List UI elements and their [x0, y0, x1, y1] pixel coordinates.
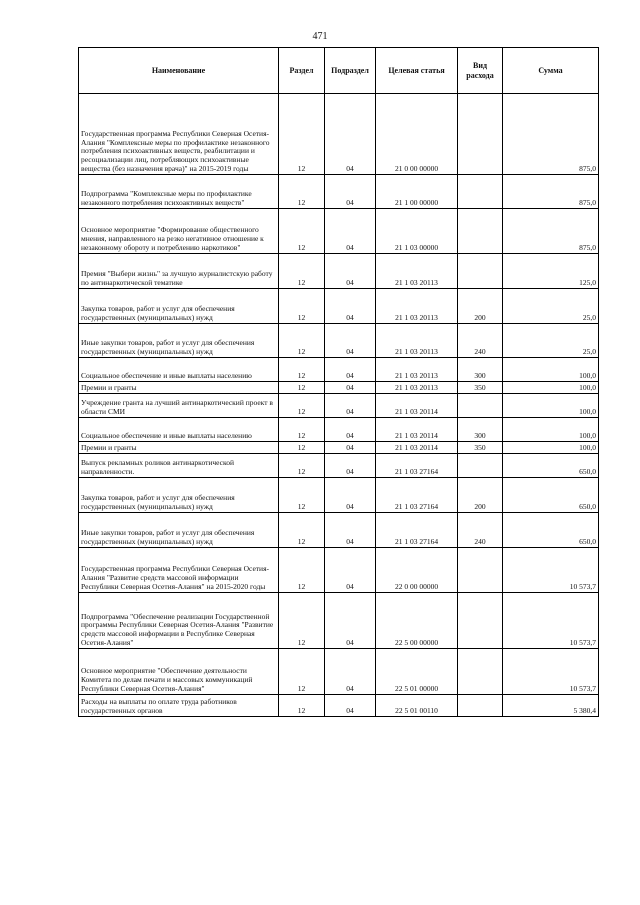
- cell-sum: 650,0: [503, 454, 599, 478]
- table-row: [79, 94, 599, 175]
- header-type: Вид расхода: [458, 48, 503, 94]
- cell-type: [458, 548, 503, 593]
- cell-target: 22 0 00 00000: [376, 548, 458, 593]
- cell-type: 350: [458, 442, 503, 454]
- table-row: [79, 442, 599, 454]
- cell-sum: 25,0: [503, 324, 599, 358]
- cell-target: 21 1 03 00000: [376, 209, 458, 254]
- cell-section: 12: [279, 254, 325, 289]
- cell-subsection: 04: [325, 382, 376, 394]
- cell-sum: 10 573,7: [503, 548, 599, 593]
- cell-name: Основное мероприятие "Обеспечение деятельности Комитета по делам печати и массовых коммуникаций Республики Северная Осетия-Алания": [79, 649, 279, 695]
- table-row: [79, 695, 599, 717]
- cell-section: 12: [279, 478, 325, 513]
- cell-sum: 10 573,7: [503, 649, 599, 695]
- cell-subsection: 04: [325, 695, 376, 717]
- table-row: [79, 358, 599, 382]
- cell-target: 21 1 03 20113: [376, 324, 458, 358]
- cell-type: [458, 454, 503, 478]
- cell-sum: 100,0: [503, 418, 599, 442]
- cell-type: [458, 209, 503, 254]
- cell-section: 12: [279, 175, 325, 209]
- table-row: [79, 289, 599, 324]
- cell-section: 12: [279, 593, 325, 649]
- cell-subsection: 04: [325, 175, 376, 209]
- header-name: Наименование: [79, 48, 279, 94]
- cell-target: 21 1 03 20113: [376, 358, 458, 382]
- cell-subsection: 04: [325, 442, 376, 454]
- cell-subsection: 04: [325, 548, 376, 593]
- header-subsection: Подраздел: [325, 48, 376, 94]
- table-row: [79, 513, 599, 548]
- cell-sum: 875,0: [503, 209, 599, 254]
- cell-type: [458, 94, 503, 175]
- cell-name: Выпуск рекламных роликов антинаркотической направленности.: [79, 454, 279, 478]
- cell-target: 21 1 03 20114: [376, 394, 458, 418]
- table-row: [79, 418, 599, 442]
- cell-type: [458, 593, 503, 649]
- table-header-row: [79, 48, 599, 94]
- table-row: [79, 324, 599, 358]
- cell-subsection: 04: [325, 454, 376, 478]
- cell-subsection: 04: [325, 209, 376, 254]
- cell-sum: 100,0: [503, 394, 599, 418]
- cell-section: 12: [279, 382, 325, 394]
- cell-sum: 100,0: [503, 358, 599, 382]
- cell-target: 21 1 00 00000: [376, 175, 458, 209]
- cell-name: Учреждение гранта на лучший антинаркотический проект в области СМИ: [79, 394, 279, 418]
- cell-target: 22 5 01 00110: [376, 695, 458, 717]
- cell-name: Подпрограмма "Комплексные меры по профилактике незаконного потребления психоактивных веществ": [79, 175, 279, 209]
- cell-section: 12: [279, 394, 325, 418]
- table-row: [79, 649, 599, 695]
- header-section: Раздел: [279, 48, 325, 94]
- cell-type: 300: [458, 358, 503, 382]
- cell-type: 240: [458, 513, 503, 548]
- cell-section: 12: [279, 209, 325, 254]
- cell-name: Государственная программа Республики Северная Осетия-Алания "Комплексные меры по профилактике незаконного потребления психоактивных веществ, реабилитации и ресоциализации лиц, потребляющих психоактивные вещества (без назначения врача)" на 2015-2019 годы: [79, 94, 279, 175]
- cell-type: 200: [458, 478, 503, 513]
- cell-name: Социальное обеспечение и иные выплаты населению: [79, 418, 279, 442]
- table-row: [79, 382, 599, 394]
- header-target: Целевая статья: [376, 48, 458, 94]
- cell-sum: 100,0: [503, 382, 599, 394]
- cell-target: 21 1 03 27164: [376, 478, 458, 513]
- cell-target: 21 1 03 27164: [376, 454, 458, 478]
- cell-type: 350: [458, 382, 503, 394]
- cell-subsection: 04: [325, 94, 376, 175]
- cell-section: 12: [279, 695, 325, 717]
- cell-target: 22 5 00 00000: [376, 593, 458, 649]
- header-sum: Сумма: [503, 48, 599, 94]
- table-row: [79, 394, 599, 418]
- cell-type: 240: [458, 324, 503, 358]
- cell-subsection: 04: [325, 289, 376, 324]
- cell-name: Подпрограмма "Обеспечение реализации Государственной программы Республики Северная Осетия-Алания "Развитие средств массовой информации в Республике Северная Осетия-Алания": [79, 593, 279, 649]
- cell-sum: 100,0: [503, 442, 599, 454]
- cell-sum: 650,0: [503, 513, 599, 548]
- cell-type: [458, 649, 503, 695]
- cell-subsection: 04: [325, 358, 376, 382]
- cell-name: Расходы на выплаты по оплате труда работников государственных органов: [79, 695, 279, 717]
- cell-type: 200: [458, 289, 503, 324]
- budget-table: [78, 47, 599, 717]
- cell-type: 300: [458, 418, 503, 442]
- cell-section: 12: [279, 513, 325, 548]
- cell-target: 21 1 03 20113: [376, 254, 458, 289]
- cell-type: [458, 394, 503, 418]
- cell-target: 21 1 03 20114: [376, 442, 458, 454]
- cell-sum: 10 573,7: [503, 593, 599, 649]
- cell-type: [458, 254, 503, 289]
- cell-name: Основное мероприятие "Формирование общественного мнения, направленного на резко негативное отношение к незаконному обороту и потреблению наркотиков": [79, 209, 279, 254]
- cell-type: [458, 695, 503, 717]
- cell-name: Закупка товаров, работ и услуг для обеспечения государственных (муниципальных) нужд: [79, 478, 279, 513]
- cell-sum: 5 380,4: [503, 695, 599, 717]
- cell-subsection: 04: [325, 513, 376, 548]
- cell-sum: 875,0: [503, 175, 599, 209]
- cell-name: Иные закупки товаров, работ и услуг для обеспечения государственных (муниципальных) нужд: [79, 324, 279, 358]
- cell-subsection: 04: [325, 593, 376, 649]
- cell-subsection: 04: [325, 324, 376, 358]
- table-row: [79, 548, 599, 593]
- table-row: [79, 454, 599, 478]
- cell-target: 21 1 03 20113: [376, 289, 458, 324]
- cell-subsection: 04: [325, 418, 376, 442]
- cell-name: Премия "Выбери жизнь" за лучшую журналистскую работу по антинаркотической тематике: [79, 254, 279, 289]
- cell-target: 21 1 03 20113: [376, 382, 458, 394]
- page-number: 471: [312, 31, 328, 42]
- cell-name: Социальное обеспечение и иные выплаты населению: [79, 358, 279, 382]
- cell-section: 12: [279, 649, 325, 695]
- cell-sum: 875,0: [503, 94, 599, 175]
- cell-sum: 650,0: [503, 478, 599, 513]
- cell-sum: 25,0: [503, 289, 599, 324]
- cell-name: Государственная программа Республики Северная Осетия-Алания "Развитие средств массовой информации Республики Северная Осетия-Алания" на 2015-2020 годы: [79, 548, 279, 593]
- cell-subsection: 04: [325, 649, 376, 695]
- cell-sum: 125,0: [503, 254, 599, 289]
- cell-subsection: 04: [325, 254, 376, 289]
- cell-section: 12: [279, 94, 325, 175]
- cell-subsection: 04: [325, 394, 376, 418]
- cell-name: Иные закупки товаров, работ и услуг для обеспечения государственных (муниципальных) нужд: [79, 513, 279, 548]
- cell-type: [458, 175, 503, 209]
- cell-section: 12: [279, 418, 325, 442]
- table-row: [79, 593, 599, 649]
- cell-target: 21 0 00 00000: [376, 94, 458, 175]
- table-row: [79, 254, 599, 289]
- table-row: [79, 209, 599, 254]
- cell-target: 21 1 03 20114: [376, 418, 458, 442]
- cell-section: 12: [279, 442, 325, 454]
- cell-name: Закупка товаров, работ и услуг для обеспечения государственных (муниципальных) нужд: [79, 289, 279, 324]
- cell-name: Премии и гранты: [79, 442, 279, 454]
- cell-section: 12: [279, 324, 325, 358]
- cell-section: 12: [279, 548, 325, 593]
- table-row: [79, 175, 599, 209]
- cell-section: 12: [279, 358, 325, 382]
- cell-name: Премии и гранты: [79, 382, 279, 394]
- table-row: [79, 478, 599, 513]
- cell-subsection: 04: [325, 478, 376, 513]
- cell-target: 22 5 01 00000: [376, 649, 458, 695]
- cell-section: 12: [279, 289, 325, 324]
- cell-section: 12: [279, 454, 325, 478]
- cell-target: 21 1 03 27164: [376, 513, 458, 548]
